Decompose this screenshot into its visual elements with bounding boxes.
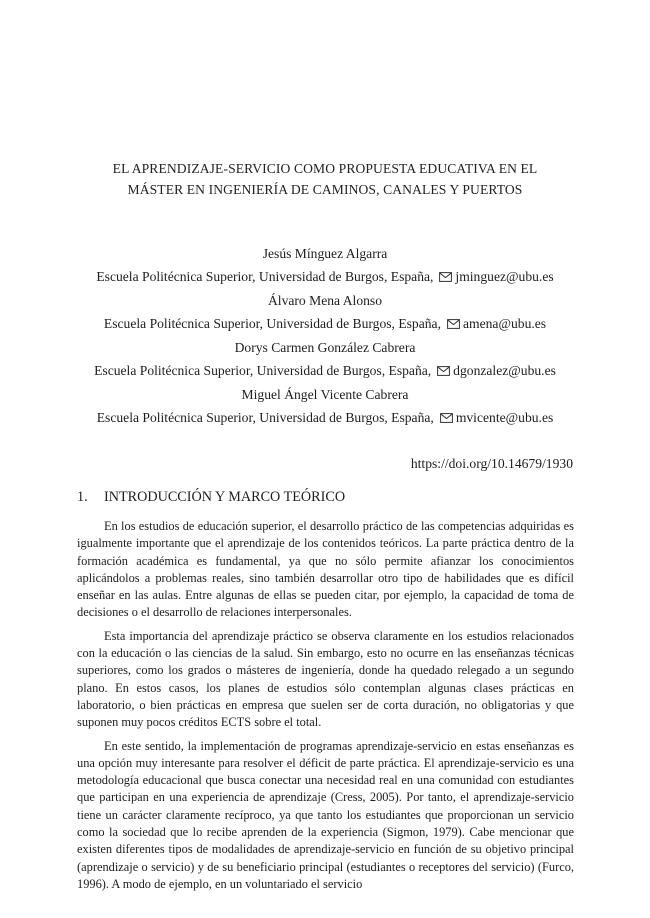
body-text [77, 518, 574, 899]
author-name: Miguel Ángel Vicente Cabrera [241, 387, 409, 402]
author-name: Jesús Mínguez Algarra [262, 246, 388, 261]
affiliation-text: Escuela Politécnica Superior, Universidad de Burgos, España, [96, 268, 434, 284]
paragraph: En este sentido, la implementación de programas aprendizaje-servicio en estas enseñanzas es una opción muy interesante para resolver el déficit de parte práctica. El aprendizaje-servicio es una metodología educacional que busca conectar una necesidad real en una comunidad con estudiantes que participan en una experiencia de aprendizaje (Cress, 2005). Por tanto, el aprendizaje-servicio tiene un carácter claramente recíproco, ya que tanto los estudiantes que proporcionan un servicio como la sociedad que lo recibe aprenden de la experiencia (Sigmon, 1979). Cabe mencionar que existen diferentes tipos de modalidades de aprendizaje-servicio en función de su objetivo principal (aprendizaje o servicio) y de su beneficiario principal (estudiantes o receptores del servicio) (Furco, 1996). A modo de ejemplo, en un voluntariado el servicio [77, 738, 574, 891]
author-entry [40, 290, 610, 335]
author-affiliation-line [40, 407, 610, 430]
affiliation-text: Escuela Politécnica Superior, Universidad de Burgos, España, [96, 409, 434, 425]
section-heading [77, 489, 345, 506]
section-number: 1. [77, 489, 88, 505]
title-line-1: EL APRENDIZAJE-SERVICIO COMO PROPUESTA EDUCATIVA EN EL [112, 161, 538, 176]
author-email-link[interactable]: jminguez@ubu.es [455, 268, 554, 284]
title-line-2: MÁSTER EN INGENIERÍA DE CAMINOS, CANALES Y PUERTOS [127, 182, 523, 197]
affiliation-text: Escuela Politécnica Superior, Universidad de Burgos, España, [94, 362, 432, 378]
author-email-link[interactable]: mvicente@ubu.es [455, 409, 554, 425]
envelope-icon [437, 366, 450, 376]
paragraph: Esta importancia del aprendizaje práctico se observa claramente en los estudios relacionados con la educación o las ciencias de la salud. Sin embargo, esto no ocurre en las enseñanzas técnicas superiores, como los grados o másteres de ingeniería, donde ha quedado relegado a un segundo plano. En estos casos, los planes de estudios sólo contemplan algunas clases prácticas en laboratorio, o bien prácticas en empresa que suelen ser de corta duración, no obligatorias y que suponen muy pocos créditos ECTS sobre el total. [77, 628, 574, 730]
paragraph: En los estudios de educación superior, el desarrollo práctico de las competencias adquiridas es igualmente importante que el aprendizaje de los contenidos teóricos. La parte práctica dentro de la formación académica es fundamental, ya que no sólo permite afianzar los conocimientos aplicándolos a problemas reales, sino también desarrollar otro tipo de habilidades que es difícil enseñar en las aulas. Entre algunas de ellas se pueden citar, por ejemplo, la capacidad de toma de decisiones o el desarrollo de relaciones interpersonales. [77, 519, 574, 620]
author-entry [40, 384, 610, 429]
author-name: Dorys Carmen González Cabrera [234, 340, 416, 355]
author-entry [40, 243, 610, 288]
author-entry [40, 337, 610, 382]
author-affiliation-line [40, 313, 610, 336]
author-email-link[interactable]: amena@ubu.es [462, 315, 547, 331]
author-email-link[interactable]: dgonzalez@ubu.es [453, 362, 556, 378]
doi-link[interactable]: https://doi.org/10.14679/1930 [410, 456, 573, 471]
envelope-icon [447, 319, 460, 329]
paper-title [60, 158, 590, 200]
author-affiliation-line [40, 266, 610, 289]
author-name: Álvaro Mena Alonso [267, 293, 383, 308]
envelope-icon [439, 272, 452, 282]
author-affiliation-line [40, 360, 610, 383]
author-list [40, 243, 610, 431]
envelope-icon [440, 413, 453, 423]
affiliation-text: Escuela Politécnica Superior, Universidad de Burgos, España, [103, 315, 441, 331]
section-title: INTRODUCCIÓN Y MARCO TEÓRICO [104, 489, 346, 505]
